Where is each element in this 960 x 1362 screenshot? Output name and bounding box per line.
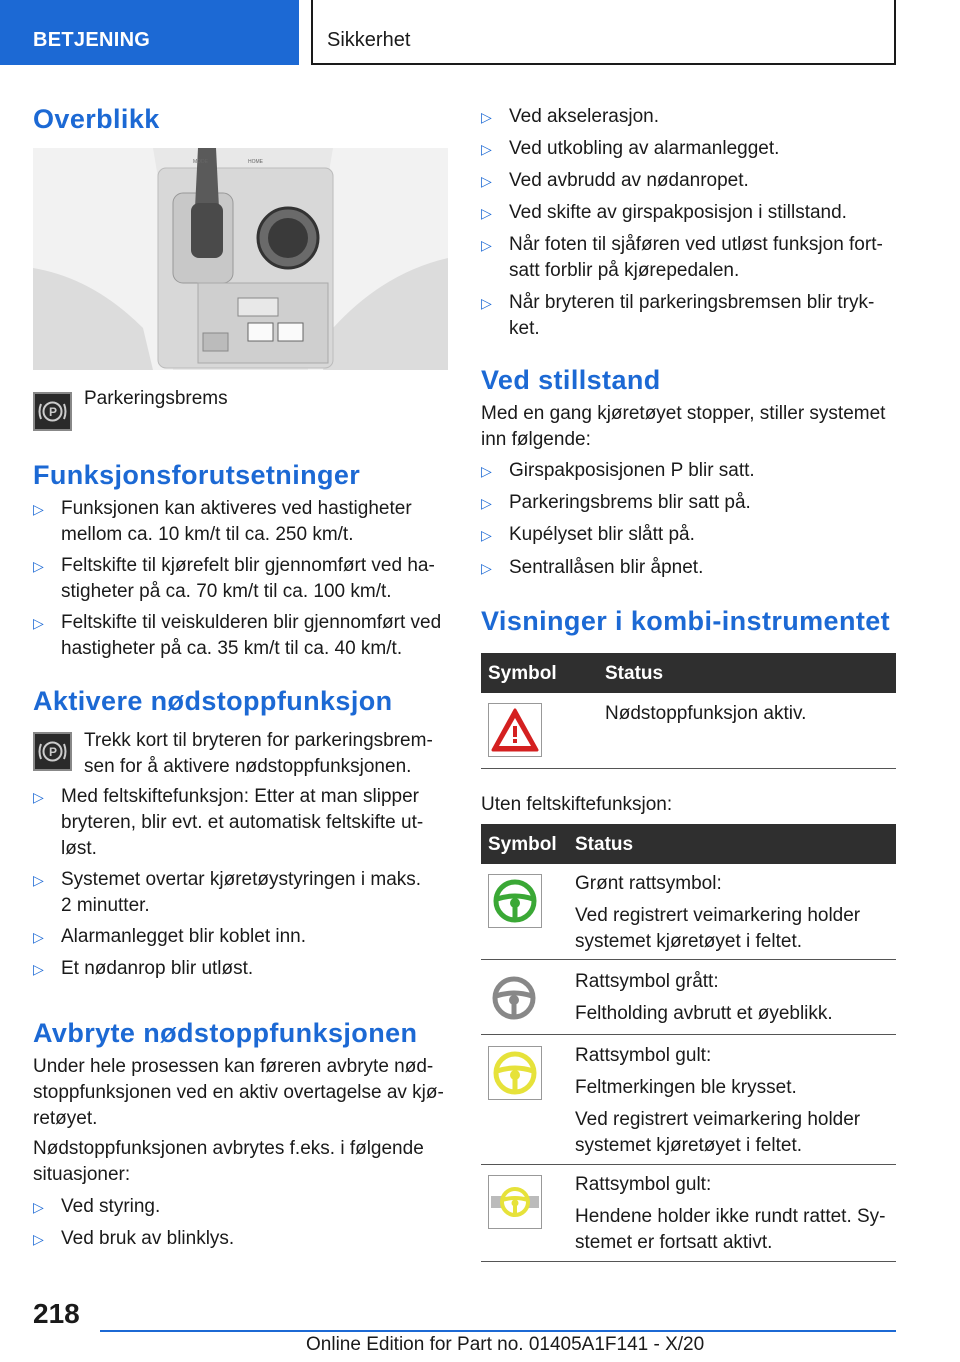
list-item-text: Alarmanlegget blir koblet inn.: [61, 926, 307, 947]
list-item: [481, 290, 874, 342]
svg-text:P: P: [49, 745, 58, 759]
table-divider: [481, 1261, 896, 1262]
triangle-bullet-icon: ▷: [481, 173, 492, 189]
list-item-text: hastigheter på ca. 35 km/t til ca. 40 km/t.: [61, 638, 403, 659]
triangle-bullet-icon: ▷: [481, 495, 492, 511]
list-item-text: Feltskifte til veiskulderen blir gjennomført ved: [61, 612, 442, 633]
activate-instruction: Trekk kort til bryteren for parkeringsbrem-: [84, 730, 433, 751]
list-item-text: Funksjonen kan aktiveres ved hastigheter: [61, 498, 412, 519]
svg-text:MODE: MODE: [193, 159, 208, 165]
triangle-bullet-icon: ▷: [481, 527, 492, 543]
list-item-text: Sentrallåsen blir åpnet.: [509, 557, 704, 578]
list-item-text: Girspakposisjonen P blir satt.: [509, 460, 755, 481]
list-item-text: Med feltskiftefunksjon: Etter at man slipper: [61, 786, 419, 807]
triangle-bullet-icon: ▷: [33, 929, 44, 945]
list-item: [33, 867, 421, 919]
list-item-text: Ved akselerasjon.: [509, 106, 659, 127]
list-item-text: Parkeringsbrems blir satt på.: [509, 492, 751, 513]
cancel-paragraph: situasjoner:: [33, 1164, 131, 1185]
standstill-paragraph: Med en gang kjøretøyet stopper, stiller systemet: [481, 403, 886, 424]
list-item: [33, 1226, 234, 1252]
status-cell-text: Hendene holder ikke rundt rattet. Sy-: [575, 1206, 886, 1227]
cancel-paragraph: retøyet.: [33, 1108, 98, 1129]
status-cell-text: Ved registrert veimarkering holder: [575, 1109, 861, 1130]
list-item-text: Et nødanrop blir utløst.: [61, 958, 254, 979]
triangle-bullet-icon: ▷: [33, 789, 44, 805]
status-cell-text: Ved registrert veimarkering holder: [575, 905, 861, 926]
page-number: 218: [33, 1298, 80, 1329]
list-item: [33, 956, 253, 982]
table-header: [481, 653, 896, 693]
symbol-column-header: Symbol: [488, 663, 557, 684]
status-cell-text: Feltholding avbrutt et øyeblikk.: [575, 1003, 833, 1024]
section-tab: [0, 0, 299, 65]
hands-off-steering-wheel-icon: [488, 1175, 542, 1229]
table-divider: [481, 959, 896, 960]
list-item: [33, 610, 441, 662]
triangle-bullet-icon: ▷: [33, 1231, 44, 1247]
list-item: [481, 232, 883, 284]
list-item-text: Ved avbrudd av nødanropet.: [509, 170, 749, 191]
standstill-heading: Ved stillstand: [481, 365, 661, 395]
gear-console-photo: [33, 148, 448, 370]
triangle-bullet-icon: ▷: [481, 237, 492, 253]
table-divider: [481, 768, 896, 769]
activate-heading: Aktivere nødstoppfunksjon: [33, 686, 393, 716]
cancel-heading: Avbryte nødstoppfunksjonen: [33, 1018, 418, 1048]
parking-brake-caption: Parkeringsbrems: [84, 388, 228, 409]
status-cell-text: Rattsymbol gult:: [575, 1174, 712, 1195]
green-steering-wheel-icon: [488, 874, 542, 928]
svg-text:HOME: HOME: [248, 159, 263, 165]
list-item: [33, 924, 306, 950]
status-cell-text: Rattsymbol gult:: [575, 1045, 712, 1066]
list-item: [481, 168, 749, 194]
cancel-paragraph: stoppfunksjonen ved en aktiv overtagelse av kjø-: [33, 1082, 444, 1103]
list-item-text: Ved skifte av girspakposisjon i stillstand.: [509, 202, 847, 223]
prerequisites-heading: Funksjonsforutsetninger: [33, 460, 361, 490]
triangle-bullet-icon: ▷: [481, 295, 492, 311]
list-item: [33, 553, 435, 605]
standstill-paragraph: inn følgende:: [481, 429, 591, 450]
list-item-text: satt forblir på kjørepedalen.: [509, 260, 740, 281]
warning-triangle-icon: [488, 703, 542, 757]
list-item-text: Når foten til sjåføren ved utløst funksjon fort-: [509, 234, 883, 255]
chapter-tab: [311, 0, 896, 65]
triangle-bullet-icon: ▷: [481, 141, 492, 157]
chapter-label: Sikkerhet: [327, 29, 411, 51]
list-item-text: 2 minutter.: [61, 895, 150, 916]
list-item: [481, 490, 751, 516]
status-cell-text: systemet kjøretøyet i feltet.: [575, 1135, 802, 1156]
without-lane-change-label: Uten feltskiftefunksjon:: [481, 794, 673, 815]
list-item-text: stigheter på ca. 70 km/t til ca. 100 km/t.: [61, 581, 392, 602]
status-cell-text: systemet kjøretøyet i feltet.: [575, 931, 802, 952]
list-item: [481, 104, 659, 130]
status-column-header: Status: [605, 663, 664, 684]
triangle-bullet-icon: ▷: [481, 109, 492, 125]
status-cell-text: Nødstoppfunksjon aktiv.: [605, 703, 807, 724]
list-item: [481, 555, 703, 581]
cancel-paragraph: Nødstoppfunksjonen avbrytes f.eks. i følgende: [33, 1138, 424, 1159]
triangle-bullet-icon: ▷: [481, 205, 492, 221]
status-cell-text: stemet er fortsatt aktivt.: [575, 1232, 773, 1253]
table-divider: [481, 1034, 896, 1035]
list-item-text: Ved styring.: [61, 1196, 161, 1217]
triangle-bullet-icon: ▷: [481, 463, 492, 479]
list-item-text: Ved bruk av blinklys.: [61, 1228, 235, 1249]
section-label: BETJENING: [33, 29, 151, 51]
activate-instruction: sen for å aktivere nødstoppfunksjonen.: [84, 756, 412, 777]
yellow-steering-wheel-icon: [488, 1046, 542, 1100]
list-item: [481, 200, 847, 226]
svg-text:P: P: [49, 405, 58, 419]
list-item: [481, 522, 695, 548]
list-item-text: mellom ca. 10 km/t til ca. 250 km/t.: [61, 524, 354, 545]
triangle-bullet-icon: ▷: [33, 558, 44, 574]
status-cell-text: Feltmerkingen ble krysset.: [575, 1077, 797, 1098]
edition-note: Online Edition for Part no. 01405A1F141 - X/20: [306, 1334, 705, 1355]
list-item-text: Ved utkobling av alarmanlegget.: [509, 138, 780, 159]
triangle-bullet-icon: ▷: [33, 501, 44, 517]
list-item-text: Kupélyset blir slått på.: [509, 524, 695, 545]
triangle-bullet-icon: ▷: [33, 615, 44, 631]
status-cell-text: Grønt rattsymbol:: [575, 873, 722, 894]
overview-heading: Overblikk: [33, 104, 160, 134]
list-item-text: Feltskifte til kjørefelt blir gjennomført ved ha-: [61, 555, 435, 576]
status-cell-text: Rattsymbol grått:: [575, 971, 719, 992]
list-item: [33, 784, 423, 862]
list-item-text: bryteren, blir evt. et automatisk feltskifte ut-: [61, 812, 424, 833]
list-item-text: Systemet overtar kjøretøystyringen i maks.: [61, 869, 422, 890]
triangle-bullet-icon: ▷: [33, 961, 44, 977]
footer-rule: [100, 1330, 896, 1332]
table-header: [481, 824, 896, 864]
symbol-column-header: Symbol: [488, 834, 557, 855]
list-item: [481, 458, 755, 484]
list-item: [33, 496, 412, 548]
table-divider: [481, 1164, 896, 1165]
display-heading: Visninger i kombi-instrumentet: [481, 606, 891, 636]
grey-steering-wheel-icon: [488, 972, 542, 1026]
triangle-bullet-icon: ▷: [481, 560, 492, 576]
parking-brake-icon: [33, 392, 72, 431]
list-item: [33, 1194, 160, 1220]
list-item: [481, 136, 779, 162]
list-item-text: Når bryteren til parkeringsbremsen blir tryk-: [509, 292, 875, 313]
triangle-bullet-icon: ▷: [33, 872, 44, 888]
parking-brake-icon: [33, 732, 72, 771]
cancel-paragraph: Under hele prosessen kan føreren avbryte nød-: [33, 1056, 434, 1077]
triangle-bullet-icon: ▷: [33, 1199, 44, 1215]
status-column-header: Status: [575, 834, 634, 855]
list-item-text: løst.: [61, 838, 97, 859]
list-item-text: ket.: [509, 318, 540, 339]
